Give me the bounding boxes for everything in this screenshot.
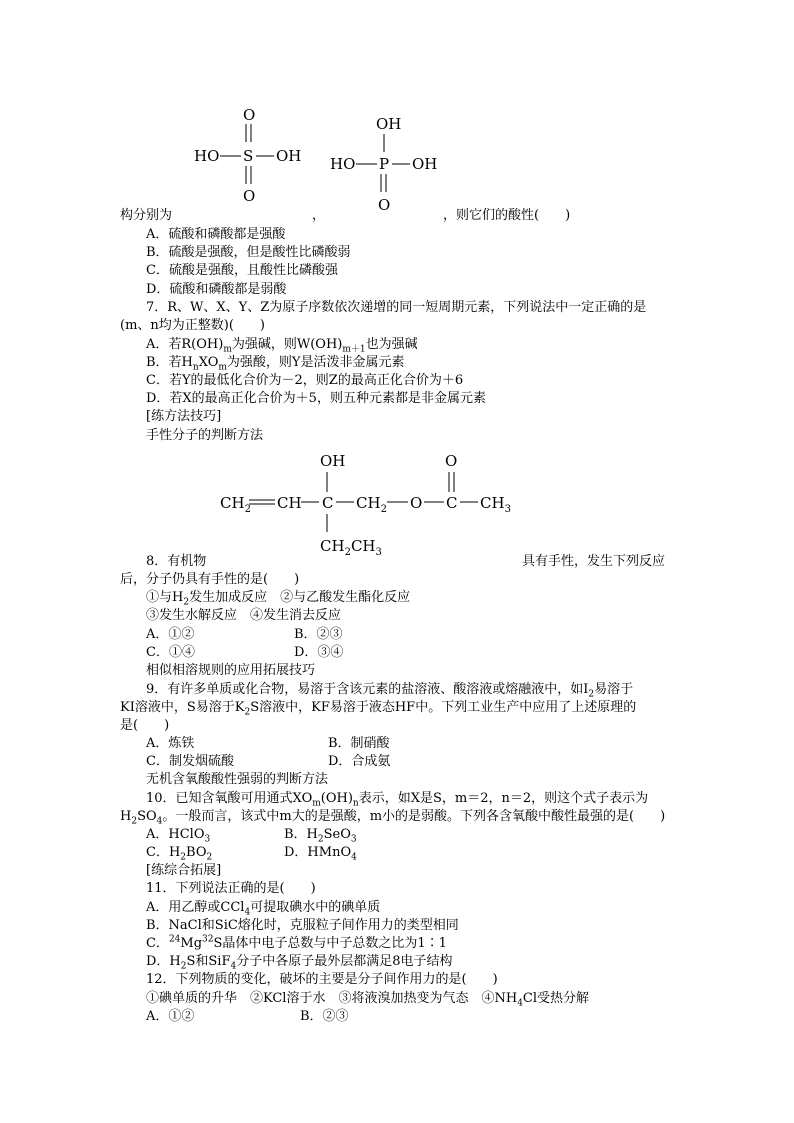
q11-option-b: B．NaCl和SiC熔化时，克服粒子间作用力的类型相同 — [146, 918, 459, 933]
q11-stem: 11．下列说法正确的是( ) — [146, 881, 316, 896]
atom-o-ester: O — [410, 494, 423, 512]
atom-c-chiral: C — [322, 494, 334, 512]
q6-option-d: D．硫酸和磷酸都是弱酸 — [146, 282, 287, 297]
q12-stem: 12．下列物质的变化，破坏的主要是分子间作用力的是( ) — [146, 972, 498, 987]
q11-option-d: D．$H_2S$和SiF$_4$分子中各原子最外层都满足8电子结构 — [146, 954, 453, 972]
group-oh-right: OH — [276, 147, 302, 165]
atom-c-carbonyl: C — [446, 494, 458, 512]
q11-option-c: C．$^{24}$Mg$^{32}$S晶体中电子总数与中子总数之比为1∶1 — [146, 934, 447, 951]
group-ch3: $CH_3$ — [480, 494, 511, 515]
q8-stem-line1-b: 具有手性，发生下列反应 — [522, 554, 666, 569]
q8-option-b: B．②③ — [294, 627, 343, 642]
q6-option-b: B．硫酸是强酸，但是酸性比磷酸弱 — [146, 245, 351, 260]
organic-molecule-structure — [215, 448, 525, 563]
subheading-oxyacid: 无机含氧酸酸性强弱的判断方法 — [146, 772, 329, 787]
group-ch2-terminal: $CH_2$ — [220, 494, 251, 515]
q7-option-a: A．若$R(OH)_m$为强碱，则$W(OH)_{m+1}$也为强碱 — [146, 337, 418, 355]
q6-option-a: A．硫酸和磷酸都是强酸 — [146, 227, 286, 242]
q8-stem-line2: 后，分子仍具有手性的是( ) — [120, 572, 300, 587]
q9-stem-line3: 是( ) — [120, 718, 170, 733]
phosphoric-acid-structure — [328, 110, 448, 215]
q9-option-a: A．炼铁 — [146, 736, 195, 751]
group-ethyl: $CH_2CH_3$ — [320, 537, 382, 558]
group-ch2-middle: $CH_2$ — [356, 494, 387, 515]
atom-o-bottom: O — [243, 187, 256, 205]
q10-stem-line2: $H_2SO_4$。一般而言，该式中m大的是强酸，m小的是弱酸。下列各含氧酸中酸性最强的是( ) — [120, 809, 666, 827]
q9-option-c: C．制发烟硫酸 — [146, 754, 234, 769]
q7-option-d: D．若X的最高正化合价为＋5，则五种元素都是非金属元素 — [146, 391, 486, 406]
q9-stem-line2: KI溶液中，S易溶于$K_2S$溶液中，KF易溶于液态HF中。下列工业生产中应用了上述原理的 — [120, 700, 637, 718]
q9-option-d: D．合成氨 — [328, 754, 391, 769]
q7-stem-line2: (m、n均为正整数)( ) — [120, 318, 265, 333]
q8-option-d: D．③④ — [294, 645, 344, 660]
q7-stem-line1: 7．R、W、X、Y、Z为原子序数依次递增的同一短周期元素，下列说法中一定正确的是 — [146, 300, 647, 315]
atom-o-top: O — [243, 106, 256, 124]
q7-option-c: C．若Y的最低化合价为－2，则Z的最高正化合价为＋6 — [146, 373, 464, 388]
q12-option-b: B．②③ — [300, 1009, 349, 1024]
q11-option-a: A．用乙醇或CCl$_4$可提取碘水中的碘单质 — [146, 900, 381, 918]
atom-p: P — [379, 155, 390, 173]
q8-reaction-1-2: ①与$H_2$发生加成反应 ②与乙酸发生酯化反应 — [146, 590, 411, 608]
group-oh: OH — [320, 452, 346, 470]
q10-stem-line1: 10．已知含氧酸可用通式$XO_m(OH)_n$表示，如X是S，m＝2，n＝2，则这个式子表示为 — [146, 791, 649, 809]
q8-option-c: C．①④ — [146, 645, 195, 660]
subheading-chiral: 手性分子的判断方法 — [146, 428, 264, 443]
q12-items: ①碘单质的升华 ②KCl溶于水 ③将液溴加热变为气态 $④NH_4Cl$受热分解 — [146, 991, 590, 1009]
q7-option-b: B．若$H_nXO_m$为强酸，则Y是活泼非金属元素 — [146, 355, 405, 373]
section-heading-method: [练方法技巧] — [146, 409, 222, 424]
group-oh-right: OH — [412, 155, 438, 173]
q9-option-b: B．制硝酸 — [328, 736, 390, 751]
q6-stem: 构分别为 ， ，则它们的酸性( ) — [120, 208, 571, 223]
subheading-similar-dissolve: 相似相溶规则的应用拓展技巧 — [146, 663, 316, 678]
q8-stem-line1-a: 8．有机物 — [146, 554, 207, 569]
q10-option-b: B．$H_2SeO_3$ — [284, 827, 357, 845]
group-oh-top: OH — [376, 115, 402, 133]
q10-option-d: D．HMnO$_4$ — [284, 845, 357, 863]
q8-reaction-3-4: ③发生水解反应 ④发生消去反应 — [146, 608, 342, 623]
atom-o-carbonyl: O — [445, 452, 458, 470]
sulfuric-acid-structure — [190, 100, 310, 210]
q10-option-c: C．$H_2BO_2$ — [146, 845, 213, 863]
section-heading-comprehensive: [练综合拓展] — [146, 863, 222, 878]
q12-option-a: A．①② — [146, 1009, 195, 1024]
group-ho-left: HO — [330, 155, 356, 173]
atom-o-bottom: O — [378, 196, 391, 214]
q10-option-a: A．HClO$_3$ — [146, 827, 211, 845]
atom-s: S — [243, 147, 254, 165]
q9-stem-line1: 9．有许多单质或化合物，易溶于含该元素的盐溶液、酸溶液或熔融液中，如$I_2$易溶于 — [146, 682, 634, 700]
group-ho-left: HO — [194, 147, 220, 165]
q6-option-c: C．硫酸是强酸，且酸性比磷酸强 — [146, 263, 338, 278]
q8-option-a: A．①② — [146, 627, 195, 642]
group-ch: CH — [277, 494, 302, 512]
